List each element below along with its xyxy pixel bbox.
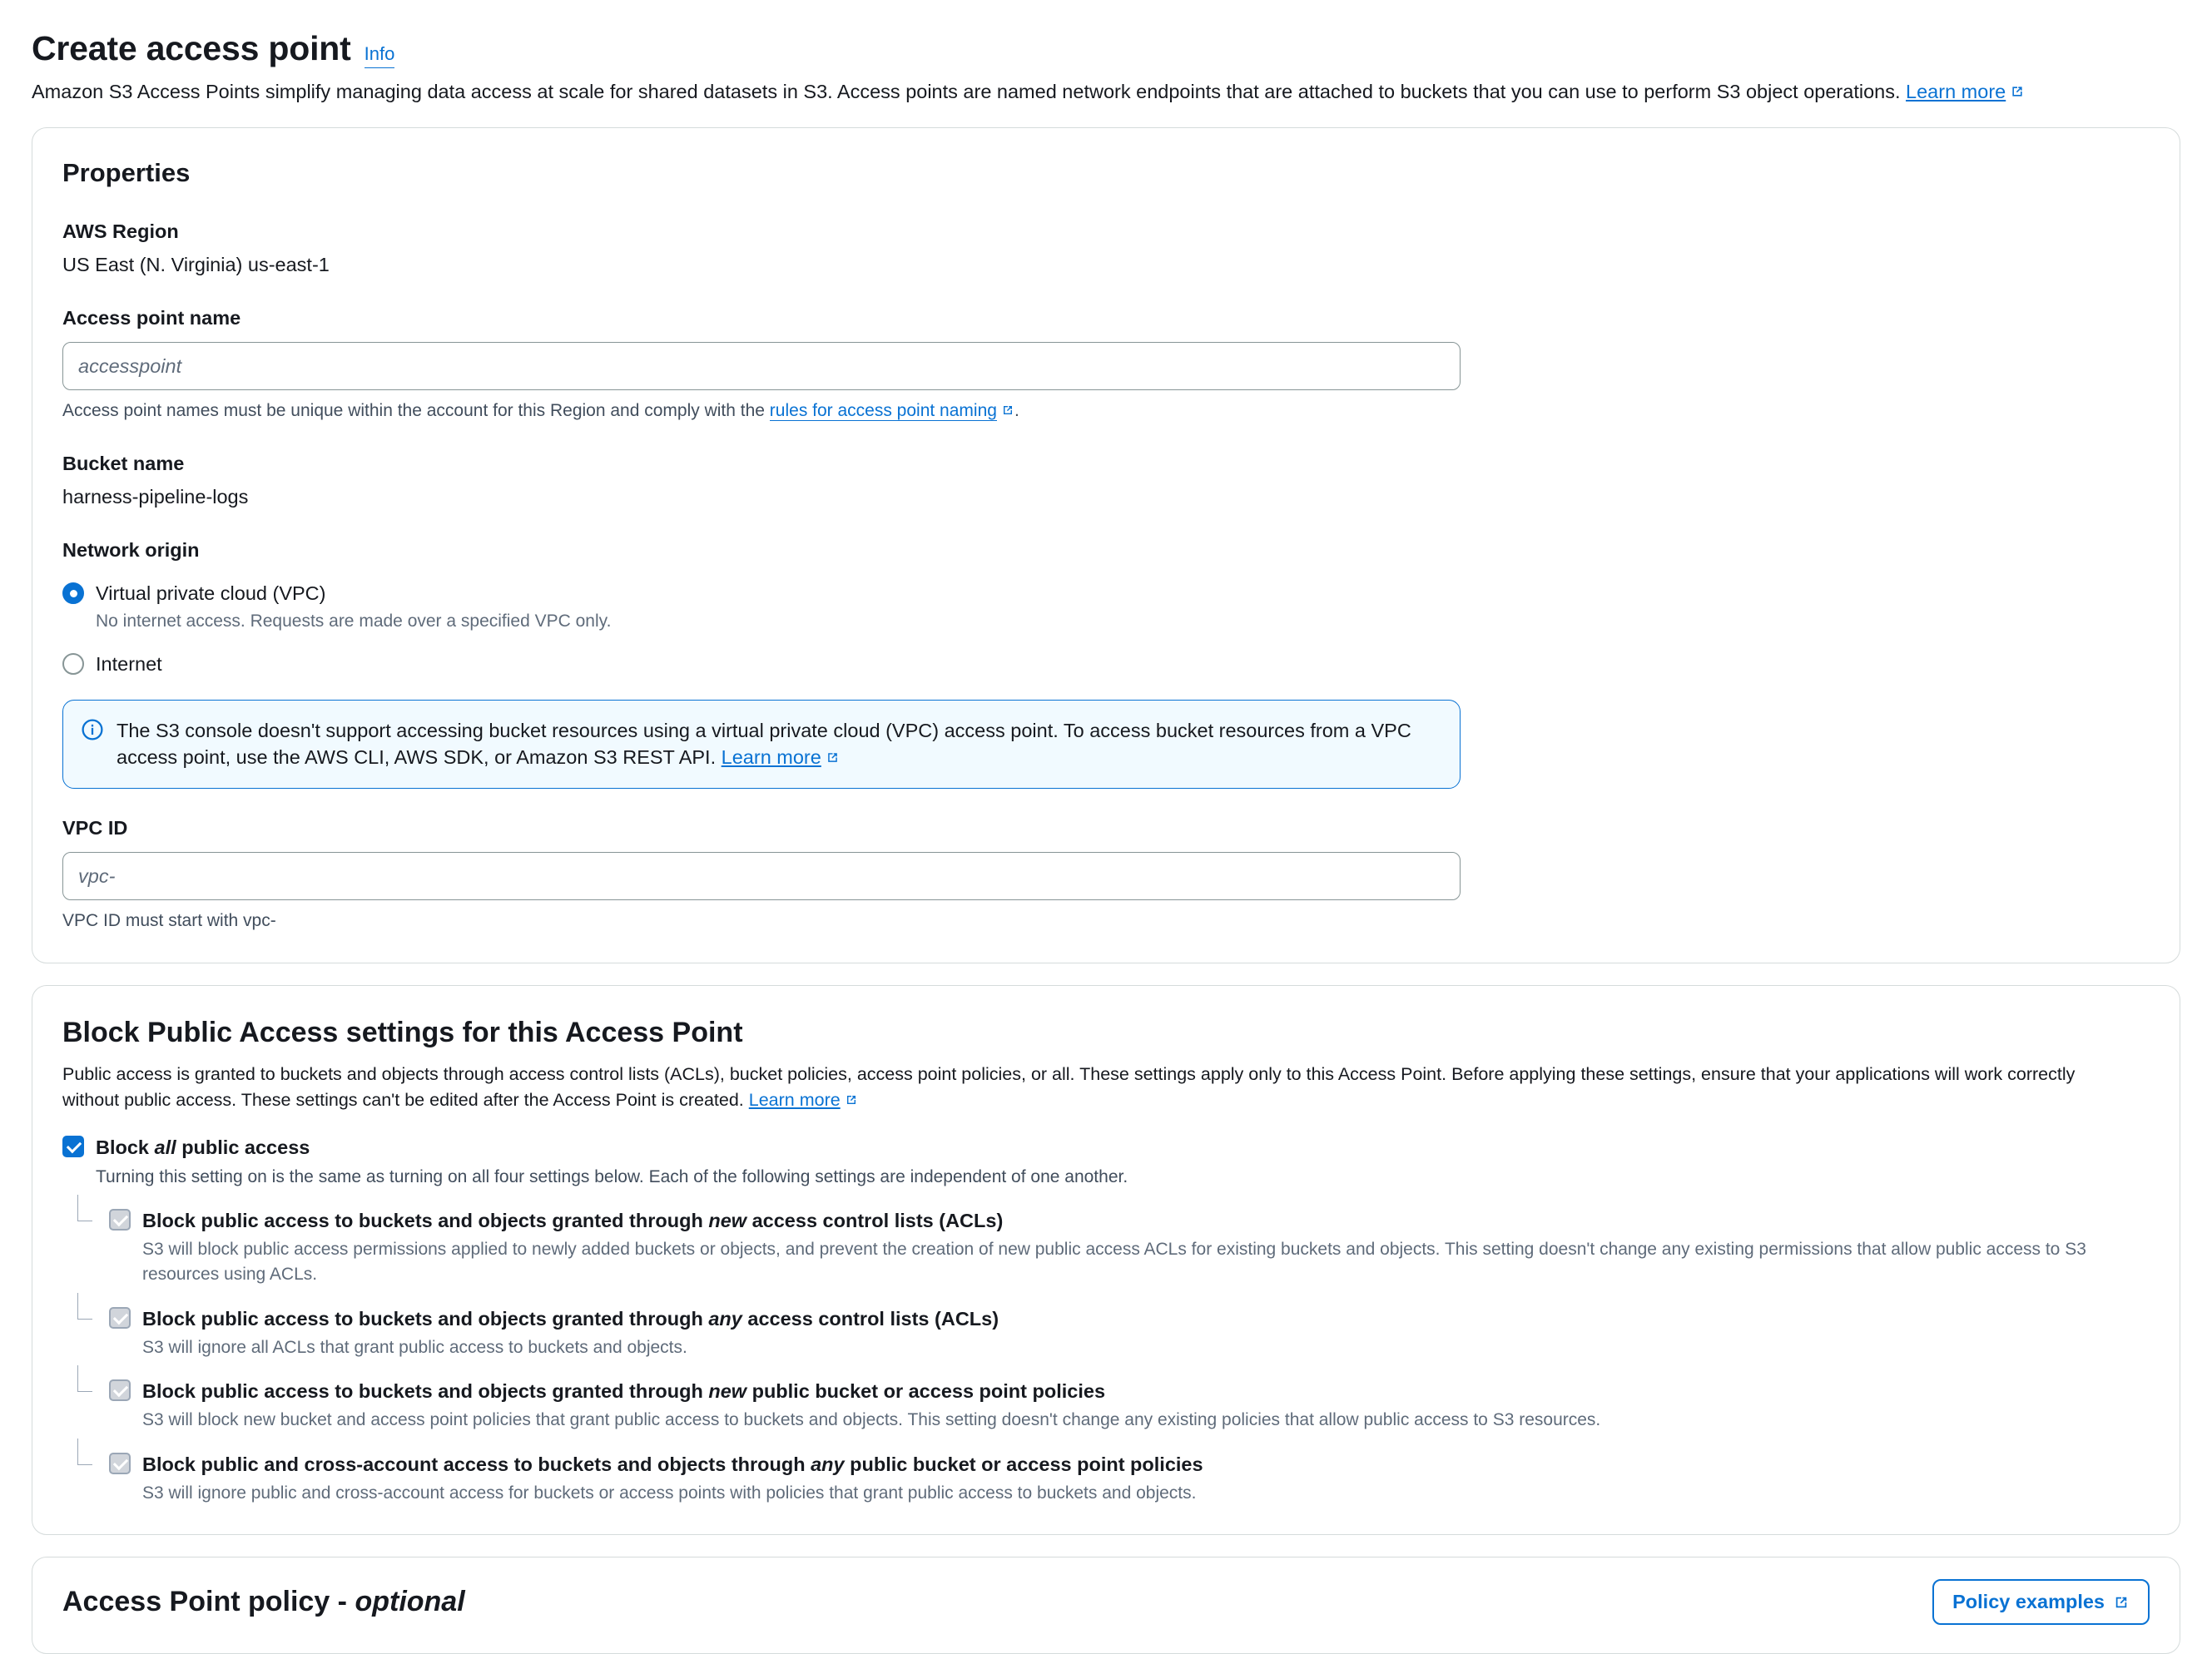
- block-public-access-card: [32, 985, 2180, 1536]
- policy-heading-main: Access Point policy -: [62, 1586, 355, 1618]
- policy-heading-optional: optional: [355, 1586, 465, 1618]
- page-description: [32, 77, 2180, 106]
- bpa-any-acls-sub: S3 will ignore all ACLs that grant public access to buckets and objects.: [142, 1337, 687, 1357]
- bpa-new-policies-label: [142, 1377, 1600, 1405]
- bpa-item2-post: public bucket or access point policies: [746, 1380, 1106, 1403]
- vpc-id-label: VPC ID: [62, 817, 128, 839]
- bpa-master-post: public access: [176, 1137, 310, 1159]
- aws-region-label: AWS Region: [62, 220, 179, 243]
- access-point-policy-card: [32, 1557, 2180, 1654]
- bpa-item-new-acls[interactable]: [77, 1206, 2150, 1288]
- bpa-any-policies-label: [142, 1450, 1203, 1478]
- access-point-name-hint: [62, 399, 2150, 423]
- access-point-naming-rules-link[interactable]: [770, 401, 997, 421]
- properties-heading: Properties: [62, 158, 191, 188]
- block-all-public-access-label: [96, 1133, 1128, 1161]
- bpa-item2-pre: Block public access to buckets and objects granted through: [142, 1380, 709, 1403]
- network-origin-option-internet[interactable]: [62, 650, 2150, 678]
- info-circle-icon: [82, 719, 103, 748]
- bpa-item1-em: any: [708, 1307, 742, 1330]
- block-all-public-access-sub: Turning this setting on is the same as turning on all four settings below. Each of the following settings are independent of one another.: [96, 1166, 1128, 1186]
- vpc-id-input[interactable]: [62, 852, 1461, 900]
- bpa-item-new-policies[interactable]: [77, 1377, 2150, 1434]
- block-all-public-access-checkbox[interactable]: [62, 1136, 84, 1157]
- access-point-name-label: Access point name: [62, 307, 241, 329]
- external-link-icon: [845, 1093, 858, 1107]
- bpa-item-any-policies[interactable]: [77, 1450, 2150, 1507]
- learn-more-link[interactable]: [1906, 81, 2025, 102]
- learn-more-label: Learn more: [1906, 81, 2006, 103]
- bpa-learn-more-label: Learn more: [748, 1090, 841, 1111]
- bpa-new-policies-checkbox: [109, 1379, 131, 1401]
- page-title: Create access point: [32, 29, 351, 67]
- bucket-name-value: harness-pipeline-logs: [62, 485, 249, 508]
- network-origin-vpc-sub: No internet access. Requests are made over a specified VPC only.: [96, 612, 612, 631]
- radio-vpc-icon[interactable]: [62, 582, 84, 604]
- bpa-new-policies-sub: S3 will block new bucket and access point policies that grant public access to buckets and objects. This setting doesn't change any existing policies that allow public access to S3 resources.: [142, 1410, 1601, 1430]
- network-origin-internet-label: Internet: [96, 652, 162, 675]
- access-point-policy-heading: [62, 1582, 465, 1622]
- vpc-info-alert: [62, 700, 1461, 790]
- policy-examples-button[interactable]: [1932, 1579, 2150, 1625]
- naming-rules-label: rules for access point naming: [769, 401, 997, 421]
- bpa-new-acls-sub: S3 will block public access permissions applied to newly added buckets or objects, and prevent the creation of new public access ACLs for existing buckets and objects. This setting doesn't change any existing permissions that allow public access to S3 resources using ACLs.: [142, 1240, 2086, 1285]
- bpa-learn-more-link[interactable]: [749, 1090, 841, 1110]
- bpa-item0-post: access control lists (ACLs): [746, 1209, 1004, 1231]
- properties-card: [32, 127, 2180, 963]
- block-public-access-heading: Block Public Access settings for this Access Point: [62, 1016, 743, 1048]
- external-link-icon: [1001, 404, 1014, 417]
- bpa-any-policies-checkbox: [109, 1453, 131, 1474]
- network-origin-label: Network origin: [62, 538, 200, 561]
- radio-internet-icon[interactable]: [62, 653, 84, 675]
- bucket-name-label: Bucket name: [62, 452, 185, 474]
- bpa-item-any-acls[interactable]: [77, 1305, 2150, 1361]
- access-point-name-hint-pre: Access point names must be unique within the account for this Region and comply with the: [62, 401, 770, 421]
- bpa-any-acls-label: [142, 1305, 999, 1333]
- bpa-any-policies-sub: S3 will ignore public and cross-account access for buckets or access points with policies that grant public access to buckets and objects.: [142, 1483, 1197, 1503]
- info-link[interactable]: Info: [365, 41, 395, 68]
- bpa-item3-em: any: [811, 1453, 845, 1475]
- bpa-master-em: all: [154, 1137, 176, 1159]
- bpa-item3-post: public bucket or access point policies: [844, 1453, 1203, 1475]
- bpa-item1-pre: Block public access to buckets and objects granted through: [142, 1307, 709, 1330]
- bpa-item0-pre: Block public access to buckets and objects granted through: [142, 1209, 709, 1231]
- external-link-icon: [2113, 1594, 2130, 1611]
- page-description-text: Amazon S3 Access Points simplify managing data access at scale for shared datasets in S3. Access points are named network endpoints that are attached to buckets that you can use to perform S3 object operations.: [32, 81, 1901, 103]
- vpc-id-hint: VPC ID must start with vpc-: [62, 911, 276, 931]
- policy-examples-label: Policy examples: [1952, 1591, 2105, 1613]
- block-all-public-access-row[interactable]: [62, 1133, 2150, 1190]
- network-origin-option-vpc[interactable]: [62, 579, 2150, 635]
- vpc-info-alert-message: [117, 717, 1441, 772]
- page-header: [32, 28, 2180, 69]
- external-link-icon: [2010, 84, 2025, 99]
- bpa-new-acls-label: [142, 1206, 2150, 1235]
- network-origin-vpc-label: Virtual private cloud (VPC): [96, 582, 326, 604]
- access-point-name-hint-post: .: [1014, 401, 1019, 421]
- block-public-access-description-text: Public access is granted to buckets and objects through access control lists (ACLs), bucket policies, access point policies, or all. These settings apply only to this Access Point. Before applying these settings, ensure that your applications will work correctly without public access. These settings can't be edited after the Access Point is created.: [62, 1064, 2076, 1111]
- access-point-name-input[interactable]: [62, 342, 1461, 390]
- bpa-item1-post: access control lists (ACLs): [741, 1307, 999, 1330]
- external-link-icon: [826, 750, 840, 765]
- vpc-alert-learn-more-link[interactable]: [722, 746, 821, 768]
- block-public-access-description: [62, 1062, 2135, 1113]
- bpa-item3-pre: Block public and cross-account access to buckets and objects through: [142, 1453, 811, 1475]
- aws-region-value: US East (N. Virginia) us-east-1: [62, 254, 330, 276]
- bpa-any-acls-checkbox: [109, 1307, 131, 1329]
- bpa-item2-em: new: [708, 1380, 747, 1403]
- bpa-master-pre: Block: [96, 1137, 155, 1159]
- bpa-item0-em: new: [708, 1209, 747, 1231]
- vpc-info-alert-text: The S3 console doesn't support accessing bucket resources using a virtual private cloud (VPC) access point. To access bucket resources from a VPC access point, use the AWS CLI, AWS SDK, or Amazon S3 REST API.: [117, 719, 1411, 769]
- bpa-new-acls-checkbox: [109, 1209, 131, 1231]
- block-public-access-sub-items: [77, 1206, 2150, 1506]
- vpc-alert-learn-more-label: Learn more: [721, 746, 821, 769]
